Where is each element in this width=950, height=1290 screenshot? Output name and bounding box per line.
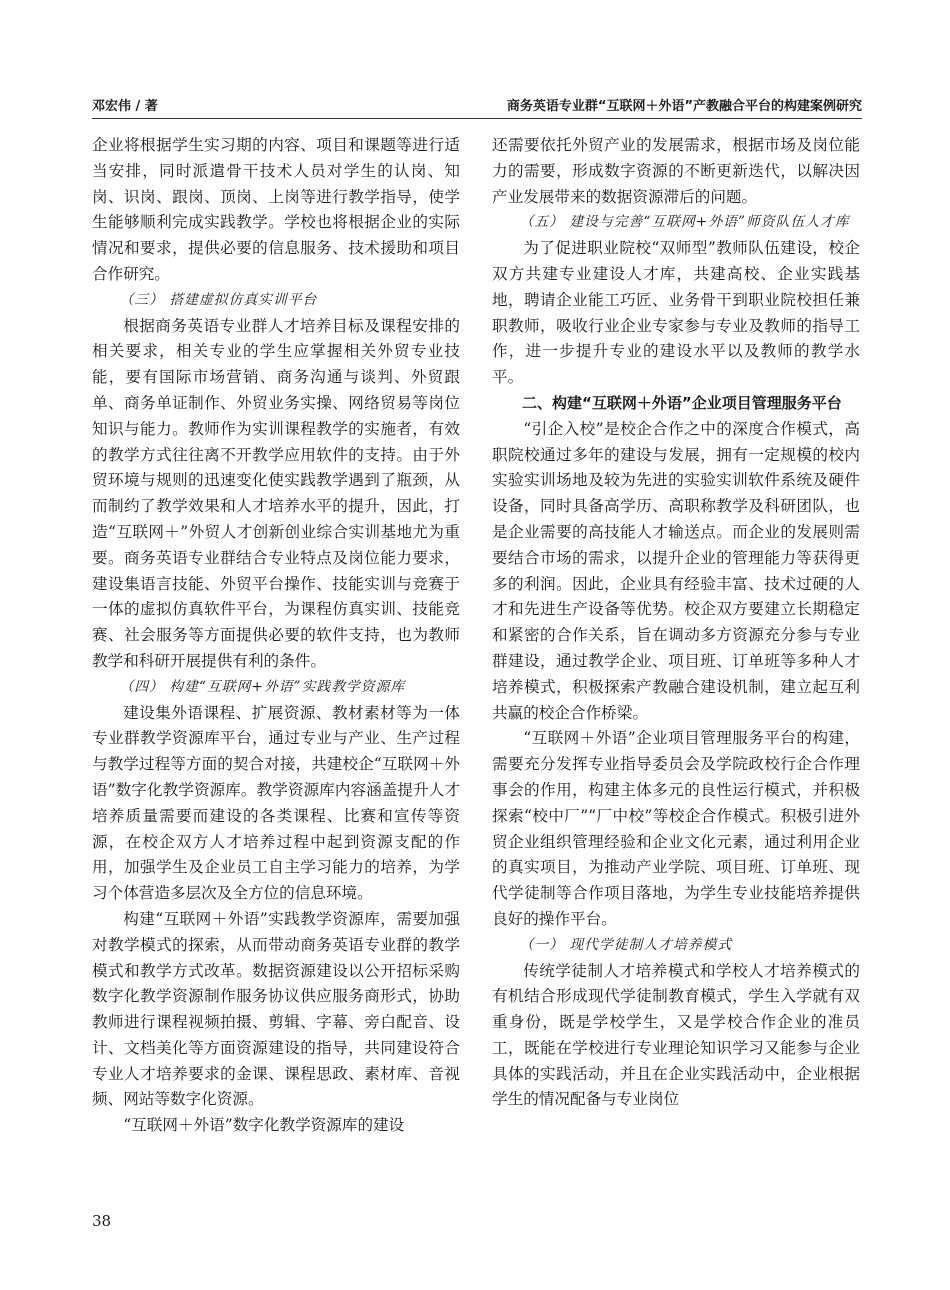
- paragraph: 构建“互联网＋外语”实践教学资源库，需要加强对教学模式的探索，从而带动商务英语专业群的教学模式和教学方式改革。数据资源建设以公开招标采购数字化教学资源制作服务协议供应服务商形式，协助教师进行课程视频拍摄、剪辑、字幕、旁白配音、设计、文档美化等方面资源建设的指导，共同建设符合专业人才培养要求的金课、课程思政、素材库、音视频、网站等数字化资源。: [92, 909, 460, 1109]
- paragraph: 还需要依托外贸产业的发展需求，根据市场及岗位能力的需要，形成数字资源的不断更新迭代，以解决因产业发展带来的数据资源滞后的问题。: [492, 136, 860, 206]
- paragraph: “互联网＋外语”企业项目管理服务平台的构建，需要充分发挥专业指导委员会及学院政校行企合作理事会的作用，构建主体多元的良性运行模式，并积极探索“校中厂”“厂中校”等校企合作模式。积极引进外贸企业组织管理经验和企业文化元素，通过利用企业的真实项目，为推动产业学院、项目班、订单班、现代学徒制等合作项目落地，为学生专业技能培养提供良好的操作平台。: [492, 729, 860, 928]
- header-divider: [92, 118, 862, 119]
- paragraph: 建设集外语课程、扩展资源、教材素材等为一体专业群教学资源库平台，通过专业与产业、生产过程与教学过程等方面的契合对接，共建校企“互联网＋外语”数字化教学资源库。教学资源库内容涵盖提升人才培养质量需要而建设的各类课程、比赛和宣传等资源，在校企双方人才培养过程中起到资源支配的作用，加强学生及企业员工自主学习能力的培养，为学习个体营造多层次及全方位的信息环境。: [92, 703, 460, 903]
- left-column: [92, 133, 460, 1139]
- section-heading-2: 二、构建“互联网＋外语”企业项目管理服务平台: [522, 393, 842, 412]
- subsection-heading-3: （三） 搭建虚拟仿真实训平台: [119, 291, 318, 308]
- running-head: [92, 95, 862, 117]
- paragraph: 企业将根据学生实习期的内容、项目和课题等进行适当安排，同时派遣骨干技术人员对学生的认岗、知岗、识岗、跟岗、顶岗、上岗等进行教学指导，使学生能够顺利完成实践教学。学校也将根据企业的实际情况和要求，提供必要的信息服务、技术援助和项目合作研究。: [92, 136, 460, 283]
- subsection-heading-1: （一） 现代学徒制人才培养模式: [519, 936, 733, 953]
- paragraph: 根据商务英语专业群人才培养目标及课程安排的相关要求，相关专业的学生应掌握相关外贸专业技能，要有国际市场营销、商务沟通与谈判、外贸跟单、商务单证制作、外贸业务实操、网络贸易等岗位知识与能力。教师作为实训课程教学的实施者，有效的教学方式往往离不开教学应用软件的支持。由于外贸环境与规则的迅速变化使实践教学遇到了瓶颈，从而制约了教学效果和人才培养水平的提升，因此，打造“互联网＋”外贸人才创新创业综合实训基地尤为重要。商务英语专业群结合专业特点及岗位能力要求，建设集语言技能、外贸平台操作、技能实训与竞赛于一体的虚拟仿真软件平台，为课程仿真实训、技能竞赛、社会服务等方面提供必要的软件支持，也为教师教学和科研开展提供有利的条件。: [92, 316, 460, 670]
- paragraph: 传统学徒制人才培养模式和学校人才培养模式的有机结合形成现代学徒制教育模式，学生入学就有双重身份，既是学校学生，又是学校合作企业的准员工，既能在学校进行专业理论知识学习又能参与企业具体的实践活动，并且在企业实践活动中，企业根据学生的情况配备与专业岗位: [492, 961, 860, 1109]
- author-name: 邓宏伟 / 著: [92, 99, 158, 114]
- paragraph: 为了促进职业院校“双师型”教师队伍建设，校企双方共建专业建设人才库，共建高校、企业实践基地，聘请企业能工巧匠、业务骨干到职业院校担任兼职教师，吸收行业企业专家参与专业及教师的指导工作，进一步提升专业的建设水平以及教师的教学水平。: [492, 239, 860, 387]
- article-title: 商务英语专业群“互联网＋外语”产教融合平台的构建案例研究: [506, 99, 862, 114]
- paragraph: “互联网＋外语”数字化教学资源库的建设: [123, 1116, 405, 1135]
- right-column: [492, 133, 860, 1113]
- paragraph: “引企入校”是校企合作之中的深度合作模式，高职院校通过多年的建设与发展，拥有一定规模的校内实验实训场地及较为先进的实验实训软件系统及硬件设备，同时具备高学历、高职称教学及科研团队，也是企业需要的高技能人才输送点。而企业的发展则需要结合市场的需求，以提升企业的管理能力等获得更多的利润。因此，企业具有经验丰富、技术过硬的人才和先进生产设备等优势。校企双方要建立长期稳定和紧密的合作关系，旨在调动多方资源充分参与专业群建设，通过教学企业、项目班、订单班等多种人才培养模式，积极探索产教融合建设机制，建立起互利共赢的校企合作桥梁。: [492, 419, 860, 722]
- subsection-heading-4: （四） 构建“互联网+外语”实践教学资源库: [119, 678, 406, 695]
- subsection-heading-5: （五） 建设与完善“互联网+外语”师资队伍人才库: [519, 214, 850, 231]
- page-number: 38: [92, 1212, 112, 1230]
